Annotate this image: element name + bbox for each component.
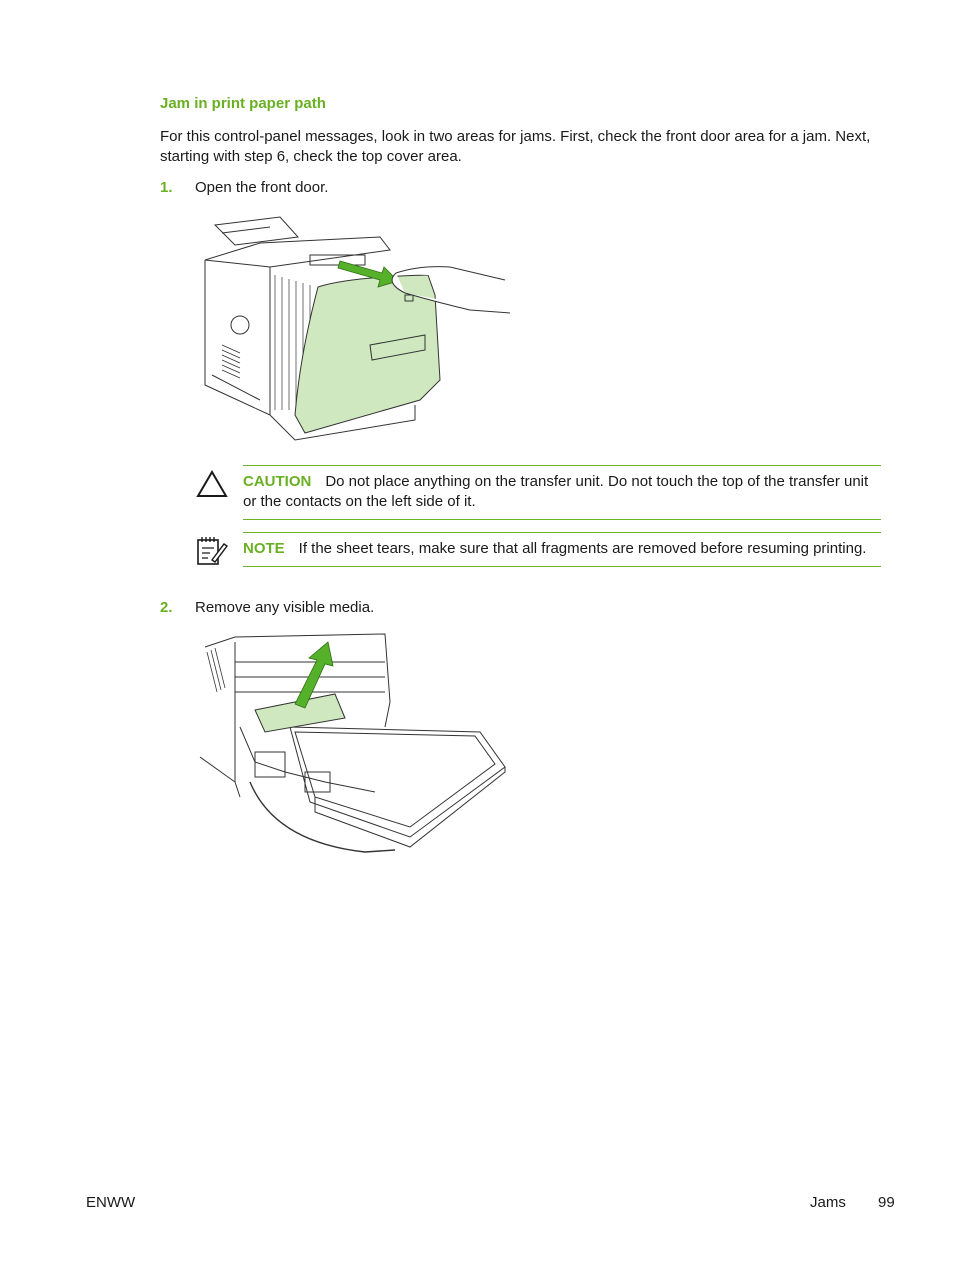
note-text: If the sheet tears, make sure that all fragments are removed before resuming printing. (298, 540, 867, 557)
footer-section-name: Jams (810, 1194, 846, 1211)
intro-paragraph: For this control-panel messages, look in two areas for jams. First, check the front door area for a jam. Next, starting with step 6, check the top cover area. (160, 128, 871, 165)
step-1 (160, 178, 328, 198)
step-number: 1. (160, 179, 173, 196)
note-callout (243, 532, 881, 567)
notepad-icon (194, 534, 228, 573)
printer-front-door-illustration (200, 215, 520, 445)
footer-left-label: ENWW (86, 1194, 136, 1211)
step-2 (160, 598, 374, 618)
caution-callout (243, 465, 881, 520)
section-heading: Jam in print paper path (160, 95, 326, 112)
step-text: Remove any visible media. (195, 599, 375, 616)
step-text: Open the front door. (195, 179, 329, 196)
step-number: 2. (160, 599, 173, 616)
caution-text: Do not place anything on the transfer unit. Do not touch the top of the transfer unit or the contacts on the left side of it. (243, 473, 869, 510)
warning-triangle-icon (196, 470, 228, 503)
remove-media-illustration (195, 632, 515, 857)
caution-label: CAUTION (243, 473, 312, 490)
note-label: NOTE (243, 540, 285, 557)
page-number: 99 (878, 1194, 895, 1211)
